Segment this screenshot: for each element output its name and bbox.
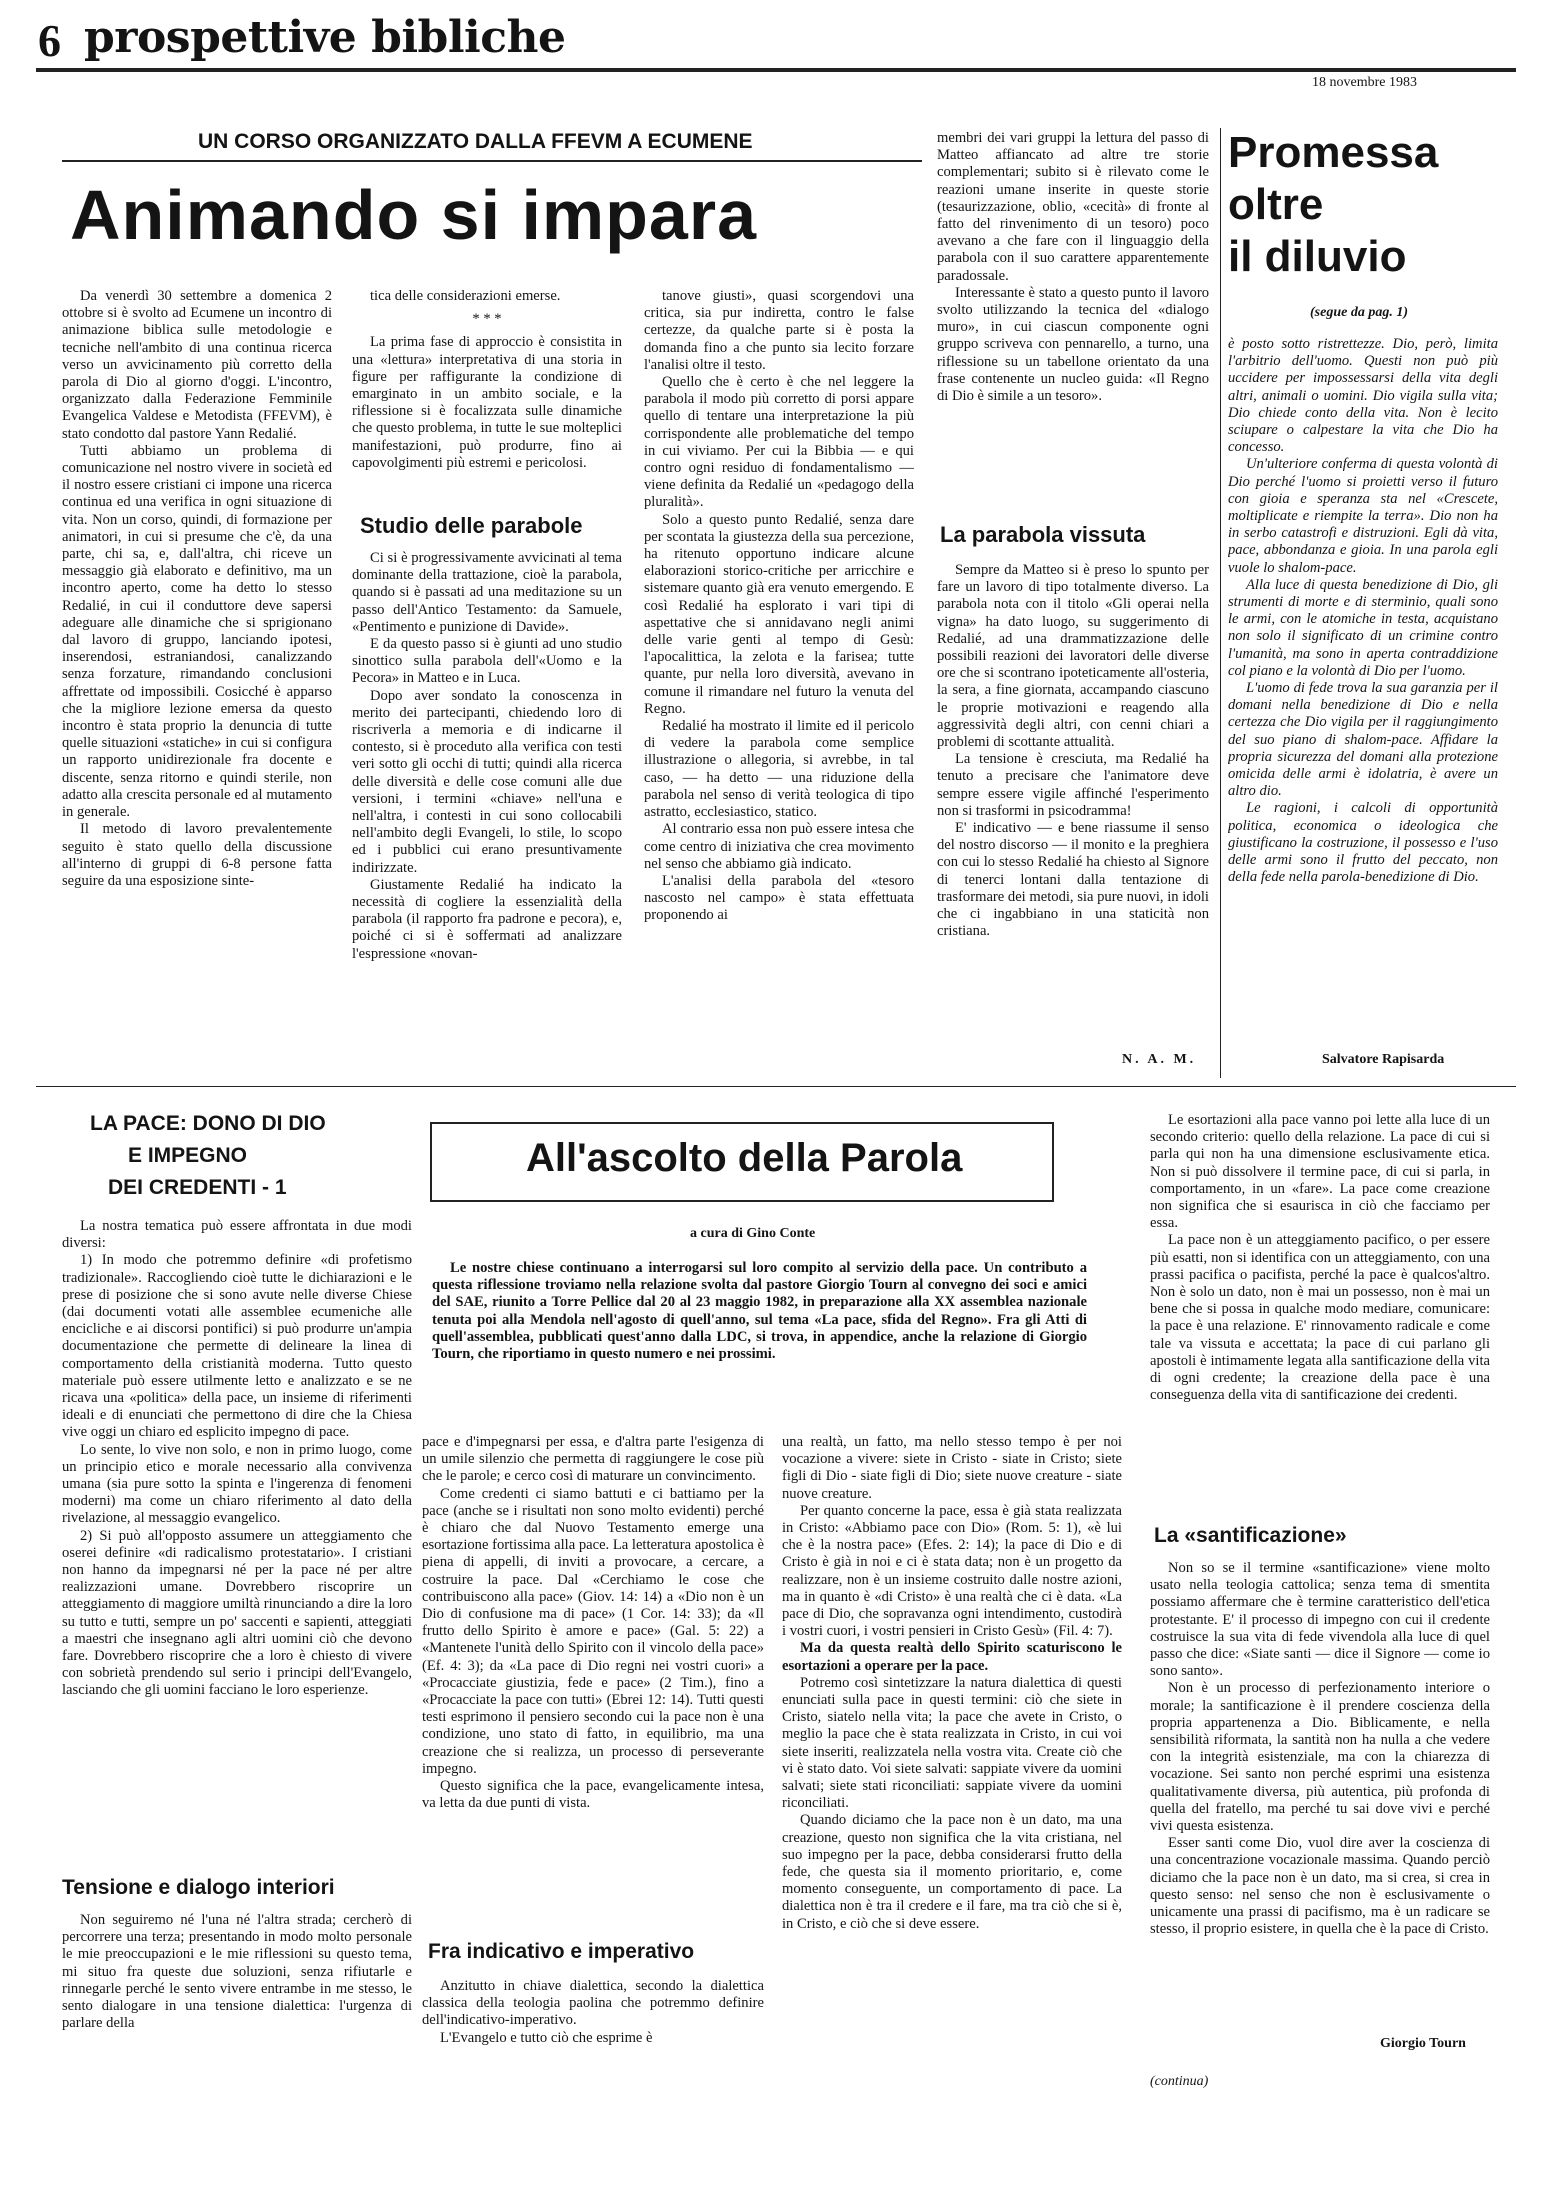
- paragraph: L'analisi della parabola del «tesoro nascosto nel campo» è stata effettuata proponendo ai: [644, 872, 914, 924]
- paragraph: Non è un processo di perfezionamento interiore o morale; la santificazione è il prendere coscienza della propria appartenenza a Dio. Biblicamente, e nella sensibilità riformata, la santità non ha nulla a che vedere con la integrità esistenziale, ma con la chiarezza di vocazione. Sei santo non perché esprimi una esistenza qualitativamente diversa, più autentica, più profonda di quella del fratello, ma perché tu sai dove vivi e perché vivi questa esistenza.: [1150, 1680, 1490, 1835]
- paragraph: L'uomo di fede trova la sua garanzia per il domani nella benedizione di Dio e nella certezza che Dio vigila per il raggiungimento del suo piano di shalom-pace. Affidare la propria sicurezza del domani alla protezione omicida delle armi è idolatria, è avere un altro dio.: [1228, 680, 1498, 800]
- paragraph: Lo sente, lo vive non solo, e non in primo luogo, come un principio etico e morale necessario alla convivenza umana (sia pure sotto la spinta e l'ingerenza di fenomeni moderni) ma come un chiaro riferimento al dato della rivelazione, al messaggio evangelico.: [62, 1441, 412, 1527]
- paragraph: L'Evangelo e tutto ciò che esprime è: [440, 2029, 653, 2046]
- subheading: La «santificazione»: [1154, 1524, 1347, 1547]
- paragraph: 2) Si può all'opposto assumere un atteggiamento che oserei definire «di radicalismo protestatario». I cristiani non hanno da impegnarsi né per la pace né per altre realizzazioni umane. Dovrebbero riscoprire un atteggiamento di maggiore umiltà rinunciando a dire la loro su tutto e tutti, sempre un po' saccenti e sapienti, atteggiati a maestri che insegnano agli altri uomini ciò che devono fare. Dovrebbero riscoprire che a loro è chiesto di vivere con sobrietà prendendo sul serio i principi dell'Evangelo, lasciando che gli uomini facciano le loro esperienze.: [62, 1527, 412, 1699]
- paragraph: tanove giusti», quasi scorgendovi una critica, sia pur indiretta, contro le false certezze, da qualche parte si è posta la domanda fino a che punto sia lecito forzare l'analisi oltre il testo.: [644, 288, 914, 373]
- article-column-3: [782, 1434, 1122, 2078]
- paragraph: La tensione è cresciuta, ma Redalié ha tenuto a precisare che l'animatore deve sempre essere vigile affinché l'esperimento non si trasformi in psicodramma!: [937, 751, 1209, 819]
- paragraph: Un'ulteriore conferma di questa volontà di Dio perché l'uomo si proietti verso il futuro con gioia e speranza sta nel «Crescete, moltiplicate e riempite la terra». Dio non ha in serbo catastrofi e distruzioni. Egli dà vita, pace, abbondanza e gioia. In una parola egli vuole lo shalom-pace.: [1228, 456, 1498, 576]
- sidebar-headline-line-1: Promessa: [1228, 128, 1439, 177]
- paragraph: Dopo aver sondato la conoscenza in merito dei partecipanti, chiedendo loro di riscriverla a memoria e di indicarne il contesto, si è proceduto alla verifica con testi veri sotto gli occhi di tutti; quindi alla ricerca delle diversità e delle cose comuni alle due versioni, i termini «chiave» nell'una e nell'altra, i contesti in cui sono collocabili nell'ambito degli Evangeli, lo stile, lo scopo ed i pubblici cui erano presuntivamente indirizzate.: [352, 687, 622, 876]
- kicker-rule: [62, 160, 922, 162]
- byline: a cura di Gino Conte: [690, 1226, 816, 1241]
- paragraph: Potremo così sintetizzare la natura dialettica di questi enunciati sulla pace in questi termini: ciò che siete in Cristo, siatelo nella vita; la pace che avete in Cristo, o meglio la pace che è stata realizzata in Cristo, in cui voi siete inseriti, realizzatela nella vostra vita. Create ciò che vi è stato dato. Voi siete salvati: sappiate vivere da uomini salvati; siete stati riconciliati: sappiate vivere da uomini riconciliati.: [782, 1674, 1122, 1812]
- paragraph: Anzitutto in chiave dialettica, secondo la dialettica classica della teologia paolina che potremmo definire dell'indicativo-imperativo.: [422, 1978, 764, 2029]
- article-column-4b: [1150, 1560, 1490, 2036]
- paragraph: Alla luce di questa benedizione di Dio, gli strumenti di morte e di sterminio, quali sono le armi, con le atomiche in testa, acquistano non solo il significato di un crimine contro l'umanità, ma sono in aperta contraddizione col piano e la volontà di Dio per l'uomo.: [1228, 576, 1498, 679]
- paragraph: La prima fase di approccio è consistita in una «lettura» interpretativa di una storia in figure per raffigurante la condizione di emarginato in un ambito sociale, e la riflessione si è focalizzata sulle dinamiche che questo problema, in tutte le sue molteplici manifestazioni, può produrre, fino ai capovolgimenti più estremi e pericolosi.: [352, 334, 622, 471]
- article-column-4b: [937, 562, 1209, 1047]
- article-column-1b: [62, 1912, 412, 2078]
- author-signature: Giorgio Tourn: [1380, 2036, 1466, 2051]
- sidebar-body: [1228, 336, 1498, 1048]
- paragraph: Al contrario essa non può essere intesa che come centro di iniziativa che crea movimento nel senso che abbiamo già indicato.: [644, 821, 914, 872]
- paragraph: Giustamente Redalié ha indicato la necessità di cogliere la essenzialità della parabola (il rapporto fra padrone e pecora), e, poiché ci si è soffermati ad analizzare l'espressione «novan-: [352, 876, 622, 962]
- paragraph: Ci si è progressivamente avvicinati al tema dominante della trattazione, cioè la parabola, quando si è passati ad una meditazione su un passo dell'Antico Testamento: da Samuele, «Pentimento e punizione di Davide».: [352, 550, 622, 635]
- paragraph: Le esortazioni alla pace vanno poi lette alla luce di un secondo criterio: quello della relazione. La pace di cui si parla qui non ha una dimensione esclusivamente etica. Non si può dissolvere il termine pace, di cui si parla, in comportamento, in un «fare». La pace come creazione non significa che si esaurisca in ciò che facciamo per essa.: [1150, 1112, 1490, 1232]
- article-column-4: [1150, 1112, 1490, 1512]
- author-signature: N. A. M.: [1122, 1052, 1197, 1067]
- column-separator: [1220, 128, 1221, 1078]
- subheading: La parabola vissuta: [940, 522, 1146, 547]
- paragraph: Non seguiremo né l'una né l'altra strada; cercherò di percorrere una terza; presentando in modo molto personale le mie preoccupazioni e le mie riflessioni su questo tema, mi situo fra queste due soluzioni, senza rifiutarle e rinnegarle perché le sento vivere entrambe in me stesso, le sento dialogare in una tensione dialettica: l'urgenza di parlare della: [62, 1912, 412, 2032]
- article-column-4: [937, 130, 1209, 510]
- paragraph: Quando diciamo che la pace non è un dato, ma una creazione, questo non significa che la vita cristiana, nel suo impegno per la pace, debba considerarsi frutto della fede, che questa sia il momento prioritario, e, come momento conseguente, un comportamento di pace. La dialettica non è tra il credere e il fare, ma tra ciò che si è, in Cristo, e ciò che si deve essere.: [782, 1812, 1122, 1932]
- paragraph: 1) In modo che potremmo definire «di profetismo tradizionale». Raccogliendo cioè tutte le dichiarazioni e le prese di posizione che si sono avute nelle diverse Chiese (dai documenti votati alle assemblee ecumeniche alle encicliche e ai discorsi pontifici) si può produrre un'ampia documentazione che permette di delineare la linea di comportamento della cristianità moderna. Tutto questo materiale può essere utilmente letto e analizzato e se ne ricava una «politica» della pace, un insieme di riferimenti ideali e di enunciati che permettono di dire che la Chiesa vive oggi un chiaro ed esplicito impegno di pace.: [62, 1252, 412, 1441]
- article-intro: [432, 1260, 1087, 1422]
- paragraph: La pace non è un atteggiamento pacifico, o per essere più esatti, non si identifica con un atteggiamento, con una prassi pacifica o pacifista, perché la pace è qualcos'altro. Non è solo un dato, non è mai un possesso, non è mai un bene che si possa in qualche modo mediare, comunicare: la pace è una relazione. E' rinnovamento radicale e come tale va vissuta e accettata; la pace di cui parlano gli apostoli è intimamente legata alla santificazione della vita di ogni credente; la creazione della pace è una conseguenza della vita di santificazione dei credenti.: [1150, 1232, 1490, 1404]
- paragraph: Questo significa che la pace, evangelicamente intesa, va letta da due punti di vista.: [422, 1778, 764, 1812]
- series-title-line-2: E IMPEGNO: [128, 1144, 248, 1167]
- paragraph: Esser santi come Dio, vuol dire aver la coscienza di una concentrazione vocazionale massima. Quando perciò diciamo che la pace non è un dato, ma si crea, si crea in questo senso: nel senso che non è esclusivamente o unicamente una prassi di pacifismo, ma è un radicare se stesso, il proprio esistere, in quella che è la pace di Cristo.: [1150, 1835, 1490, 1938]
- issue-date: 18 novembre 1983: [1312, 75, 1417, 90]
- sidebar-headline-line-3: il diluvio: [1228, 232, 1407, 281]
- article-kicker: UN CORSO ORGANIZZATO DALLA FFEVM A ECUMENE: [198, 130, 753, 153]
- paragraph: Le ragioni, i calcoli di opportunità politica, economica o ideologica che giustificano la costruzione, il possesso e l'uso delle armi sono il frutto del peccato, non della fede nella parola-benedizione di Dio.: [1228, 800, 1498, 886]
- article-column-3: [644, 288, 914, 1068]
- subheading: Fra indicativo e imperativo: [428, 1940, 695, 1963]
- author-signature: Salvatore Rapisarda: [1322, 1052, 1445, 1067]
- masthead-rule: [36, 68, 1516, 72]
- paragraph: Le nostre chiese continuano a interrogarsi sul loro compito al servizio della pace. Un contributo a questa riflessione troviamo nella relazione svolta dal pastore Giorgio Tourn al convegno dei soci e amici del SAE, riunito a Torre Pellice dal 20 al 23 maggio 1982, in preparazione alla XX assemblea nazionale tenuta poi alla Mendola nell'agosto di quell'anno, sul tema «La pace, sfida del Regno». Fra gli Atti di quell'assemblea, pubblicati quest'anno dalla LDC, si trova, in appendice, anche la relazione di Giorgio Tourn, che riportiamo in questo numero e nei prossimi.: [432, 1260, 1087, 1363]
- subheading: Studio delle parabole: [360, 513, 583, 538]
- subheading: Tensione e dialogo interiori: [62, 1876, 335, 1899]
- article-column-1: [62, 1218, 412, 1868]
- paragraph: E' indicativo — e bene riassume il senso del nostro discorso — il monito e la preghiera con cui lo stesso Redalié ha chiesto al Signore di tenerci lontani dalla tentazione di trasformare dei metodi, sia pure nuovi, in idoli che ci ingabbiano in una staticità non cristiana.: [937, 820, 1209, 940]
- paragraph: è posto sotto ristrettezze. Dio, però, limita l'arbitrio dell'uomo. Questi non può più uccidere per impossessarsi della vita degli altri, animali o uomini. Dio vigila sulla vita; Dio chiede conto della vita. Non è lecito sciupare o calpestare la vita che Dio ha concesso.: [1228, 336, 1498, 456]
- article-column-2b: [422, 1978, 764, 2078]
- series-title-line-3: DEI CREDENTI - 1: [108, 1176, 287, 1199]
- article-column-2: [352, 288, 622, 513]
- section-divider: * * *: [472, 311, 502, 328]
- paragraph: membri dei vari gruppi la lettura del passo di Matteo affiancato ad altre tre storie complementari; subito si è rilevato come le reazioni umane inserite in queste storie (tesaurizzazione, oblio, «cecità» di fronte al fatto del rinvenimento di un tesoro) poco avevano a che fare con il linguaggio della parabola con il suo carattere apparentemente paradossale.: [937, 130, 1209, 284]
- paragraph: Tutti abbiamo un problema di comunicazione nel nostro vivere in società ed il nostro essere cristiani ci impone una ricerca continua ed una verifica in ogni situazione di vita. Non un corso, quindi, di formazione per animatori, in cui si presume che c'è, da una parte, chi sa, e, dall'altra, chi riceve un messaggio già elaborato e definitivo, ma un incontro aperto, come ha detto lo stesso Redalié, in cui il conduttore deve sapersi adeguare alle dinamiche che si sprigionano dal lavoro di gruppo, lanciando ipotesi, inserendosi, estraniandosi, canalizzando senza forzature, rimandando conclusioni affrettate od impossibili. Cosicché è apparso che la migliore lezione emersa da questo incontro è stata proprio la denuncia di tutte quelle situazioni «statiche» in cui si configura un rapporto unidirezionale fra docente e discente, senza ritorno e quindi sterile, non adatto alla crescita personale ed al mutamento in generale.: [62, 442, 332, 821]
- article-column-1: [62, 288, 332, 1068]
- paragraph: Interessante è stato a questo punto il lavoro svolto utilizzando la tecnica del «dialogo muro», in cui ciascun componente ogni gruppo scriveva con pennarello, a turno, una riflessione su un tabellone orientato da una frase contenente un nucleo guida: «Il Regno di Dio è simile a un tesoro».: [937, 284, 1209, 405]
- paragraph: Il metodo di lavoro prevalentemente seguito è stato quello della discussione all'interno di gruppi di 6-8 persone fatta seguire da una esposizione sinte-: [62, 821, 332, 889]
- paragraph: pace e d'impegnarsi per essa, e d'altra parte l'esigenza di un umile silenzio che permetta di raggiungere le cose più che le parole; e cerco così di maturare un convincimento.: [422, 1434, 764, 1485]
- paragraph: una realtà, un fatto, ma nello stesso tempo è per noi vocazione a vivere: siete in Cristo - siate in Cristo; siete figli di Dio - siate figli di Dio; siete nuove creature - siate nuove creature.: [782, 1434, 1122, 1502]
- paragraph: Sempre da Matteo si è preso lo spunto per fare un lavoro di tipo totalmente diverso. La parabola nota con il titolo «Gli operai nella vigna» ha dato luogo, su suggerimento di Redalié, ad una drammatizzazione delle possibili reazioni dei lavoratori delle diverse ore che si scontrano ipoteticamente all'osteria, la sera, a fine giornata, accampando ciascuno le proprie motivazioni e reagendo alla aggressività degli altri, con cenni chiari a problemi di scottante attualità.: [937, 562, 1209, 751]
- sidebar-headline-line-2: oltre: [1228, 180, 1324, 229]
- paragraph: Quello che è certo è che nel leggere la parabola il modo più corretto di porsi appare quello di tentare una interpretazione la più corrispondente alle problematiche del tempo in cui viviamo. Per cui la Bibbia — e qui contro ogni residuo di fondamentalismo — viene definita da Redalié un «pedagogo della pluralità».: [644, 374, 914, 511]
- paragraph: Per quanto concerne la pace, essa è già stata realizzata in Cristo: «Abbiamo pace con Dio» (Rom. 5: 1), «è lui che è la nostra pace» (Efes. 2: 14); la pace di Dio e di Cristo è già in noi e ci è stata data; non è un progetto da realizzare, non è un insieme costruito dalle nostre azioni, ma in quanto è «di Cristo» è una realtà che ci è data. «La pace di Dio, che sopravanza ogni intendimento, custodirà i vostri cuori, i vostri pensieri in Cristo Gesù» (Fil. 4: 7).: [782, 1502, 1122, 1640]
- newspaper-section-title: prospettive bibliche: [84, 12, 566, 63]
- article-headline: Animando si impara: [70, 176, 758, 254]
- article-column-2: [422, 1434, 764, 1874]
- paragraph: Solo a questo punto Redalié, senza dare per scontata la giustezza della sua percezione, ha ritenuto opportuno indicare alcune elaborazioni storico-critiche per arricchire e sistemare quanto già era venuto emergendo. E così Redalié ha esplorato i vari tipi di aspettative che si annidavano negli animi delle varie genti al tempo di Gesù: l'apocalittica, la zelota e la farisea; tutte quante, pur nella loro diversità, avevano in comune il rimandare nel futuro la venuta del Regno.: [644, 511, 914, 717]
- paragraph: tica delle considerazioni emerse.: [370, 288, 561, 304]
- paragraph: Ma da questa realtà dello Spirito scaturiscono le esortazioni a operare per la pace.: [782, 1640, 1122, 1674]
- continued-from-note: (segue da pag. 1): [1310, 305, 1408, 320]
- continued-note: (continua): [1150, 2074, 1209, 2089]
- paragraph: Non so se il termine «santificazione» viene molto usato nella teologia cattolica; senza tema di smentita possiamo affermare che è termine caratteristico dell'etica protestante. E' il processo di impegno con cui il credente costruisce la sua vita di fede vivendola alla luce di quel passo che dice: «Siate santi — dice il Signore — come io sono santo».: [1150, 1560, 1490, 1680]
- section-separator: [36, 1086, 1516, 1087]
- series-title-line-1: LA PACE: DONO DI DIO: [90, 1112, 326, 1135]
- paragraph: Redalié ha mostrato il limite ed il pericolo di vedere la parabola come semplice illustrazione o allegoria, si avrebbe, in tal caso, — ha detto — una riduzione della parabola nel senso di verità teologica di tipo astratto, ecclesiastico, statico.: [644, 718, 914, 821]
- paragraph: E da questo passo si è giunti ad uno studio sinottico sulla parabola dell'«Uomo e la Pecora» in Matteo e in Luca.: [352, 636, 622, 687]
- page-number: 6: [38, 15, 61, 66]
- paragraph: La nostra tematica può essere affrontata in due modi diversi:: [62, 1218, 412, 1252]
- article-headline: All'ascolto della Parola: [526, 1136, 963, 1180]
- paragraph: Da venerdì 30 settembre a domenica 2 ottobre si è svolto ad Ecumene un incontro di animazione biblica sulle metodologie e tecniche nell'ambito di una continua ricerca verso un avvicinamento più corretto della parola di Dio al giorno d'oggi. L'incontro, organizzato dalla Federazione Femminile Evangelica Valdese e Metodista (FFEVM), è stato condotto dal pastore Yann Redalié.: [62, 288, 332, 442]
- paragraph: Come credenti ci siamo battuti e ci battiamo per la pace (anche se i risultati non sono molto evidenti) perché è chiaro che dal Nuovo Testamento emerge una esortazione fortissima alla pace. La letteratura apostolica è piena di appelli, di inviti a provocare, a cercare, a costruire la pace. Dal «Cerchiamo le cose che contribuiscono alla pace» (Giov. 14: 14) a «Dio non è un Dio di confusione ma di pace» (1 Cor. 14: 33); da «Il frutto dello Spirito è amore e pace» (Gal. 5: 22) a «Mantenete l'unità dello Spirito con il vincolo della pace» (Ef. 4: 3); da «La pace di Dio regni nei vostri cuori» a «Procacciate giustizia, fede e pace» (2 Tim.), fino a «Procacciate la pace con tutti» (Ebrei 12: 14). Tutti questi testi esprimono il pensiero secondo cui la pace non è una condizione, uno stato di fatto, in equilibrio, ma una creazione che si realizza, un processo di perseverante impegno.: [422, 1485, 764, 1777]
- article-column-2b: [352, 550, 622, 1068]
